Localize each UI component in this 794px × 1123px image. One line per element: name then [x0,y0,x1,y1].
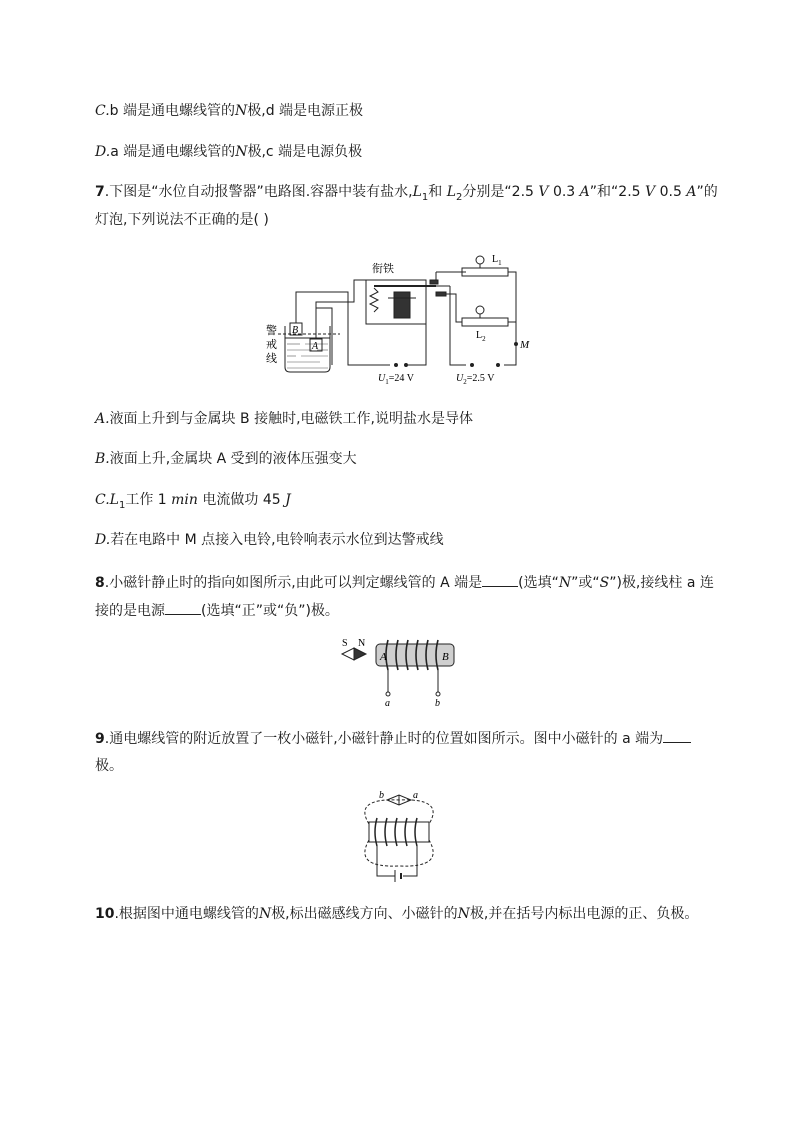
q7-option-a: A.液面上升到与金属块 B 接触时,电磁铁工作,说明盐水是导体 [95,411,473,427]
svg-text:U1=24 V [378,373,415,386]
point-m [515,343,518,346]
solenoid-field-diagram [345,788,445,886]
lamp-l1-base [462,268,508,276]
q9-stem-line2: 极。 [95,758,123,774]
compass-needle-n [354,648,366,660]
q7-stem-line1: 7.下图是“水位自动报警器”电路图.容器中装有盐水$,L_1$和 $L_2$分别是“2.5 V 0.3 A”和“2.5 V 0.5 A”的 [95,184,718,203]
q10-stem: 10.根据图中通电螺线管的N极,标出磁感线方向、小磁针的N极,并在括号内标出电源的正、负极。 [95,906,699,922]
label-terminal-a: a [385,698,390,708]
field-line-bottom [365,840,433,866]
lamp-l2-base [462,318,508,326]
q8-blank-1[interactable] [482,572,518,587]
label-end-a: a [413,790,418,801]
label-u1-val: =24 V [388,373,414,384]
q6-option-d: D.a 端是通电螺线管的N极,c 端是电源负极 [95,144,363,160]
q7-stem-line2: 灯泡,下列说法不正确的是( ) [95,212,269,228]
electromagnet-coil [394,292,410,318]
label-m: M [520,339,530,351]
lamp-l2-bulb [476,306,484,314]
lamp-l1-bulb [476,256,484,264]
solenoid-compass-diagram [338,636,462,708]
wire-a [316,280,366,339]
label-l2-sub: 2 [482,335,486,343]
label-armature: 衔铁 [372,263,394,275]
q8-stem-line1: 8.小磁针静止时的指向如图所示,由此可以判定螺线管的 A 端是 (选填“N”或“S”)极,接线柱 a 连 [95,572,714,593]
q9-blank[interactable] [663,728,691,743]
relay-spring [370,288,378,312]
q8-blank-2[interactable] [165,600,201,615]
water-level-alarm-circuit-diagram [260,250,530,388]
label-end-b: B [442,651,449,663]
svg-text:L1 [492,254,502,267]
label-block-a: A [312,341,319,352]
label-end-a: A [380,651,387,663]
label-warn-1: 警 [266,325,277,337]
label-u1: U [378,373,386,384]
label-end-b: b [379,790,384,801]
q8-stem-line2: 接的是电源 (选填“正”或“负”)极。 [95,600,339,621]
wire-b [296,292,390,365]
label-compass-s: S [342,638,348,649]
svg-text:U2=2.5 V [456,373,495,386]
solenoid-body [369,822,429,842]
q7-option-d: D.若在电路中 M 点接入电铃,电铃响表示水位到达警戒线 [95,532,444,548]
label-u2-sub: 2 [463,378,467,386]
label-u1-sub: 1 [385,378,389,386]
q6-option-c: C.b 端是通电螺线管的N极,d 端是电源正极 [95,103,364,119]
label-block-b: B [292,325,299,336]
compass-needle-s [342,648,354,660]
label-l2: L [476,330,483,341]
q7-option-c: $C.L_1$工作 1 min 电流做功 45 J [95,492,291,511]
q9-stem-line1: 9.通电螺线管的附近放置了一枚小磁针,小磁针静止时的位置如图所示。图中小磁针的 a 端为 [95,728,691,749]
label-terminal-b: b [435,698,440,708]
label-u2: U [456,373,464,384]
label-l1: L [492,254,499,265]
label-compass-n: N [358,638,366,649]
label-warn-2: 戒 [266,339,277,351]
label-warn-3: 线 [266,353,277,365]
label-u2-val: =2.5 V [466,373,495,384]
svg-text:L2 [476,330,486,343]
label-l1-sub: 1 [498,259,502,267]
q7-option-b: B.液面上升,金属块 A 受到的液体压强变大 [95,451,357,467]
